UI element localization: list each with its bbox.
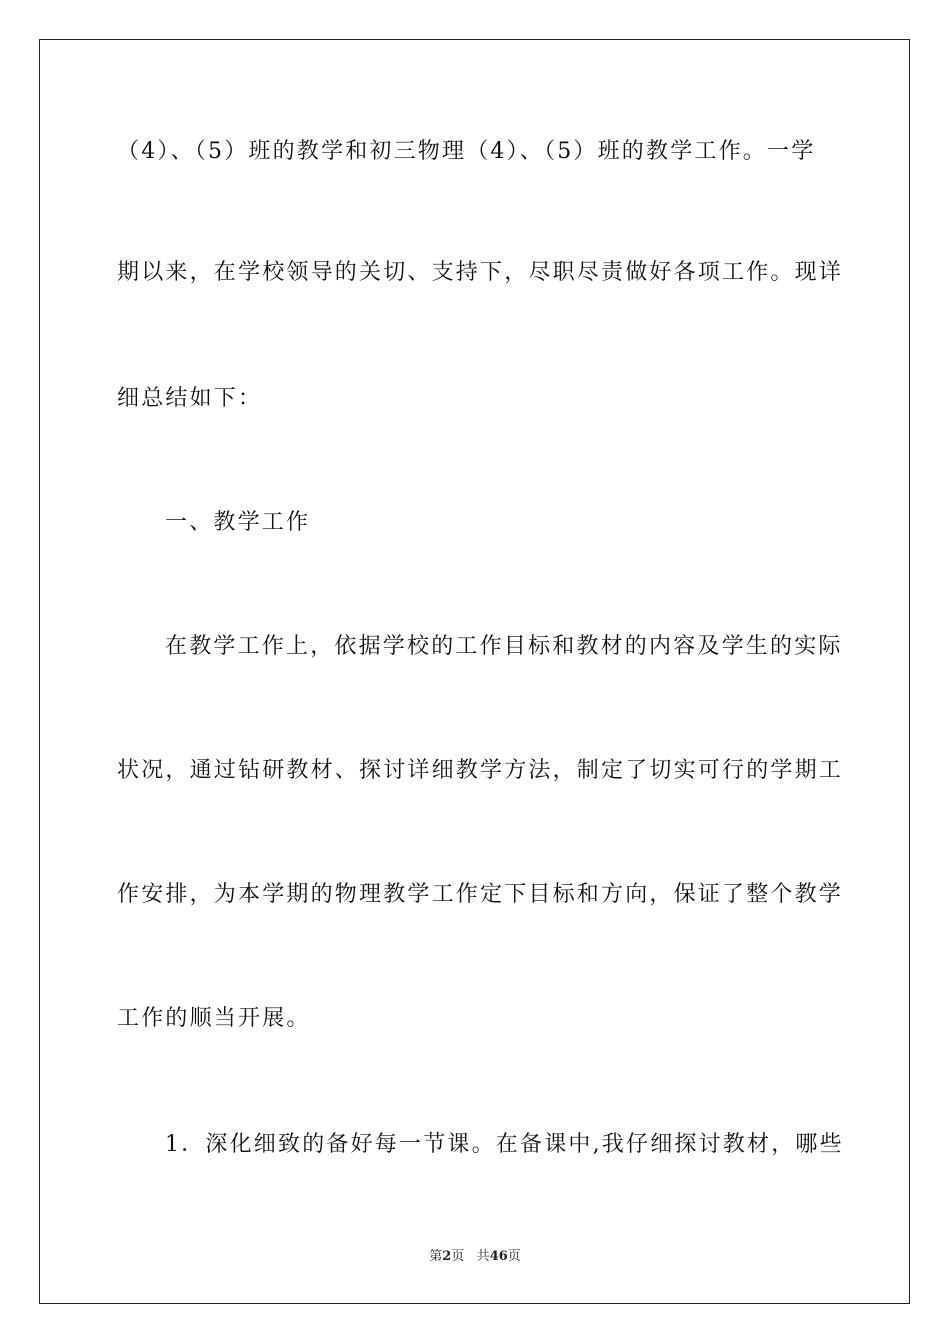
- footer-total-pages: 46: [489, 1249, 508, 1264]
- footer-total-prefix: 共: [476, 1249, 490, 1264]
- footer-page-number: 2: [442, 1249, 452, 1264]
- body-line-6: 状况，通过钻研教材、探讨详细教学方法，制定了切实可行的学期工: [117, 758, 844, 783]
- footer-total-suffix: 页: [507, 1249, 521, 1264]
- body-line-3: 细总结如下：: [117, 386, 263, 411]
- body-line-5: 在教学工作上，依据学校的工作目标和教材的内容及学生的实际: [165, 634, 843, 659]
- footer-page-prefix: 第: [429, 1249, 443, 1264]
- body-line-8: 工作的顺当开展。: [117, 1006, 311, 1031]
- body-line-7: 作安排，为本学期的物理教学工作定下目标和方向，保证了整个教学: [117, 882, 844, 907]
- page-footer: [0, 1248, 950, 1266]
- body-line-1: （4）、（5）班的教学和初三物理（4）、（5）班的教学工作。一学: [117, 139, 816, 164]
- body-line-2: 期以来，在学校领导的关切、支持下，尽职尽责做好各项工作。现详: [117, 260, 844, 285]
- footer-page-suffix: 页: [451, 1249, 465, 1264]
- page-border: [39, 39, 910, 1304]
- section-heading: 一、教学工作: [165, 510, 311, 535]
- body-line-9: 1．深化细致的备好每一节课。在备课中,我仔细探讨教材，哪些: [165, 1132, 844, 1157]
